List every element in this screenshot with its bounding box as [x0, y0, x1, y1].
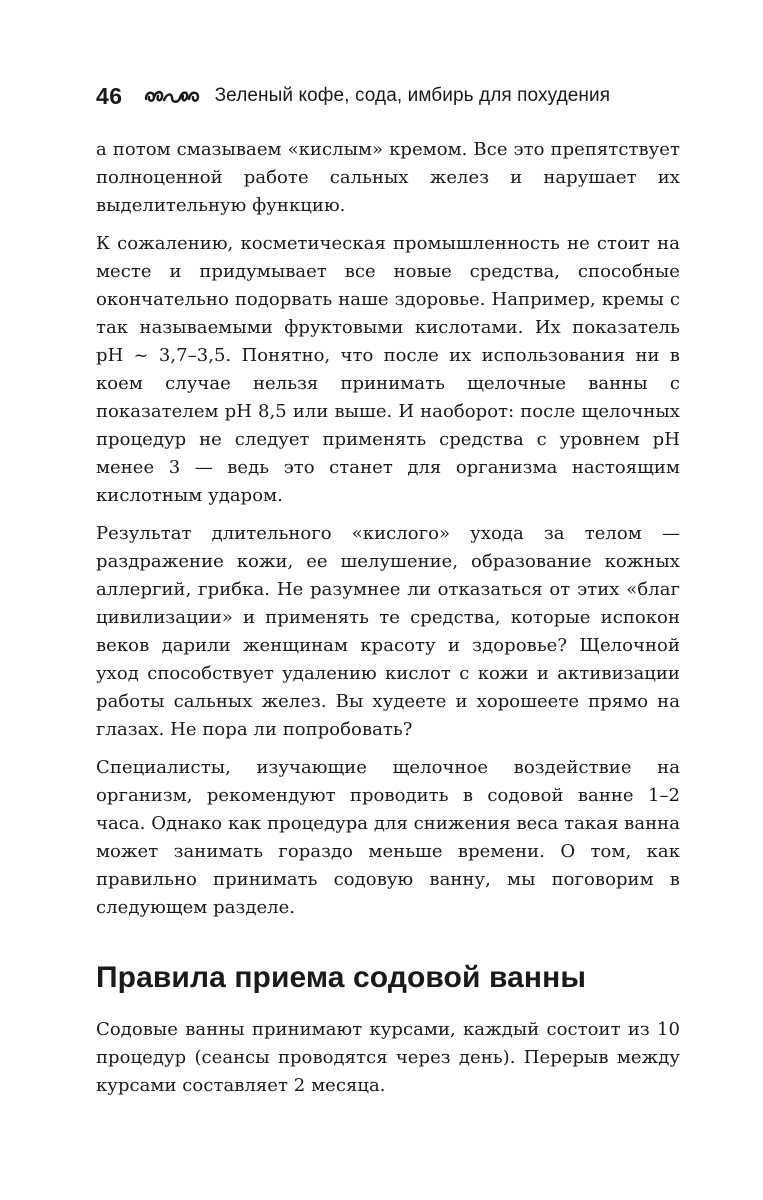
paragraph: Результат длительного «кислого» ухода за телом — раздражение кожи, ее шелушение, образование кожных аллергий, грибка. Не разумнее ли отказаться от этих «благ цивилизации» и применять те средства, которые испокон веков дарили женщинам красоту и здоровье? Щелочной уход способствует удалению кислот с кожи и активизации работы сальных желез. Вы худеете и хорошеете прямо на глазах. Не пора ли попробовать? [96, 523, 680, 740]
paragraph: Содовые ванны принимают курсами, каждый состоит из 10 процедур (сеансы проводятся через день). Перерыв между курсами составляет 2 месяца. [96, 1019, 680, 1096]
paragraph: а потом смазываем «кислым» кремом. Все это препятствует полноценной работе сальных желез и нарушает их выделительную функцию. [96, 139, 680, 216]
floral-ornament-icon [143, 85, 201, 107]
paragraph: К сожалению, косметическая промышленность не стоит на месте и придумывает все новые средства, способные окончательно подорвать наше здоровье. Например, кремы с так называемыми фруктовыми кислотами. Их показатель pH ~ 3,7–3,5. Понятно, что после их использования ни в коем случае нельзя принимать щелочные ванны с показателем pH 8,5 или выше. И наоборот: после щелочных процедур не следует применять средства с уровнем pH менее 3 — ведь это станет для организма настоящим кислотным ударом. [96, 233, 680, 506]
section-heading: Правила приема содовой ванны [96, 961, 587, 994]
book-page [96, 76, 680, 1110]
running-head [96, 76, 680, 116]
paragraph: Специалисты, изучающие щелочное воздействие на организм, рекомендуют проводить в содовой ванне 1–2 часа. Однако как процедура для снижения веса такая ванна может занимать гораздо меньше времени. О том, как правильно принимать содовую ванну, мы поговорим в следующем разделе. [96, 757, 680, 918]
body-text [96, 136, 680, 1100]
book-title: Зеленый кофе, сода, имбирь для похудения [214, 85, 611, 106]
page-number: 46 [96, 82, 123, 109]
